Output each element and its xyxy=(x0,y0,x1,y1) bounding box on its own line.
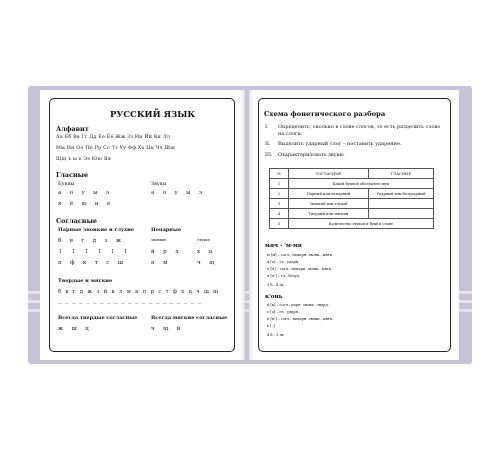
table-cell: Количество звуков и букв в слове xyxy=(289,219,434,229)
paired-voiceless: п ф к т с ш xyxy=(58,260,127,266)
table-cell xyxy=(369,199,434,209)
right-title: Схема фонетического разбора xyxy=(264,110,386,118)
always-hard-label: Всегда твердые согласные xyxy=(58,315,138,321)
table-cell: Звонкий или глухой xyxy=(289,199,369,209)
consonants-heading: Согласные xyxy=(56,217,97,225)
table-cell: 4 xyxy=(270,209,289,219)
right-page xyxy=(249,90,459,360)
vowel-letters-row: я ё ю и е xyxy=(58,201,114,207)
alphabet-row: Щщ ъ ы ь Ээ Юю Яя xyxy=(56,157,112,162)
table-row xyxy=(270,219,434,229)
hard-soft-heading: Твердые и мягкие xyxy=(58,278,113,284)
table-header: № xyxy=(270,169,289,179)
unpaired-voiceless-2: ч щ xyxy=(197,260,218,266)
example-line: ч [ч'] – гл., безуд. xyxy=(267,274,301,278)
example-line: м [м] – согл., непарн. звонк., мягк. xyxy=(267,253,333,257)
example-line: ь [–] xyxy=(267,324,275,328)
table-cell: Парный или непарный xyxy=(289,189,369,199)
unpaired-voiceless-label: глухие xyxy=(197,238,210,242)
table-row xyxy=(270,209,434,219)
table-cell: Какой буквой обозначен звук xyxy=(289,179,434,189)
table-row xyxy=(270,179,434,189)
step-text: на слоги. xyxy=(278,131,303,137)
phonetic-table xyxy=(269,168,434,229)
example-summary: 4 б., 3 зв. xyxy=(267,333,285,337)
step-text: Охарактеризовать звуки: xyxy=(278,152,345,158)
page-title: РУССКИЙ ЯЗЫК xyxy=(110,110,196,120)
unpaired-label: Непарные xyxy=(151,227,182,233)
always-hard-letters: ж ш ц xyxy=(58,326,92,332)
table-header: ГЛАСНЫЕ xyxy=(369,169,434,179)
left-page xyxy=(40,90,245,360)
hard-soft-row: б в г д ж з й к л м н п р с т ф х ц ч ш щ xyxy=(58,289,220,295)
example-line: ч [ч] – согл., непарн. звонк., мягк. xyxy=(267,267,333,271)
table-cell: 5 xyxy=(270,219,289,229)
alphabet-row: Мм Нн Оо Пп Рр Сс Тт Уу Фф Хх Цц Чч Шш xyxy=(56,146,175,151)
vowels-letters-label: Буквы xyxy=(58,181,75,187)
paired-voiced: б в г д з ж xyxy=(58,238,125,244)
example-word: к'онь xyxy=(265,294,283,300)
vowels-sounds-label: Звуки xyxy=(151,181,167,187)
alphabet-row: Аа Бб Вв Гг Дд Ее Ёё Жж Зз Ии Йй Кк Лл xyxy=(56,135,171,140)
example-line: к [к] – согл., парн. звонк., тверд. xyxy=(267,303,329,307)
paired-label: Парные звонкие и глухие xyxy=(58,227,135,233)
table-row xyxy=(270,199,434,209)
table-header: СОГЛАСНЫЕ xyxy=(289,169,369,179)
step-number: III. xyxy=(265,152,273,158)
example-line: н [н'] – согл., непарн. звонк., мягк. xyxy=(267,317,334,321)
vowels-heading: Гласные xyxy=(56,171,89,179)
table-cell: 1 xyxy=(270,179,289,189)
example-word: мяч - 'м·мя xyxy=(265,243,302,249)
hard-soft-dashes: — — — — — — — — — — — — — — — — — — — — — xyxy=(58,300,203,305)
example-line: я [а] – гл., ударн. xyxy=(267,260,300,264)
table-cell: Ударный или безударный xyxy=(369,189,434,199)
step-text: Определить, сколько в слове слогов, то есть разделить слово xyxy=(278,124,441,130)
example-summary: 3 б., 4 зв. xyxy=(267,283,285,287)
unpaired-voiceless-1: х ц xyxy=(197,249,216,255)
table-header-row xyxy=(270,169,434,179)
always-soft-letters: ч щ й xyxy=(151,326,184,332)
always-soft-label: Всегда мягкие согласные xyxy=(151,315,228,321)
example-line: о [о] – гл., ударн. xyxy=(267,310,300,314)
step-text: Выделить ударный слог – поставить ударение. xyxy=(278,141,402,147)
alphabet-heading: Алфавит xyxy=(56,125,89,133)
table-row xyxy=(270,189,434,199)
unpaired-voiced-label: звонкие xyxy=(151,238,167,242)
vowel-sounds-row: а о у ы э xyxy=(151,190,206,196)
unpaired-voiced-1: й р л xyxy=(151,249,182,255)
step-number: I. xyxy=(265,124,269,130)
table-cell xyxy=(369,209,434,219)
paired-marks: ↕ ↕ ↕ ↕ ↕ ↕ xyxy=(58,249,132,255)
table-cell: 2 xyxy=(270,189,289,199)
table-cell: 3 xyxy=(270,199,289,209)
table-cell: Твердый или мягкий xyxy=(289,209,369,219)
vowel-letters-row: а о у ы э xyxy=(58,190,113,196)
unpaired-voiced-2: н м xyxy=(151,260,171,266)
step-number: II. xyxy=(265,141,271,147)
